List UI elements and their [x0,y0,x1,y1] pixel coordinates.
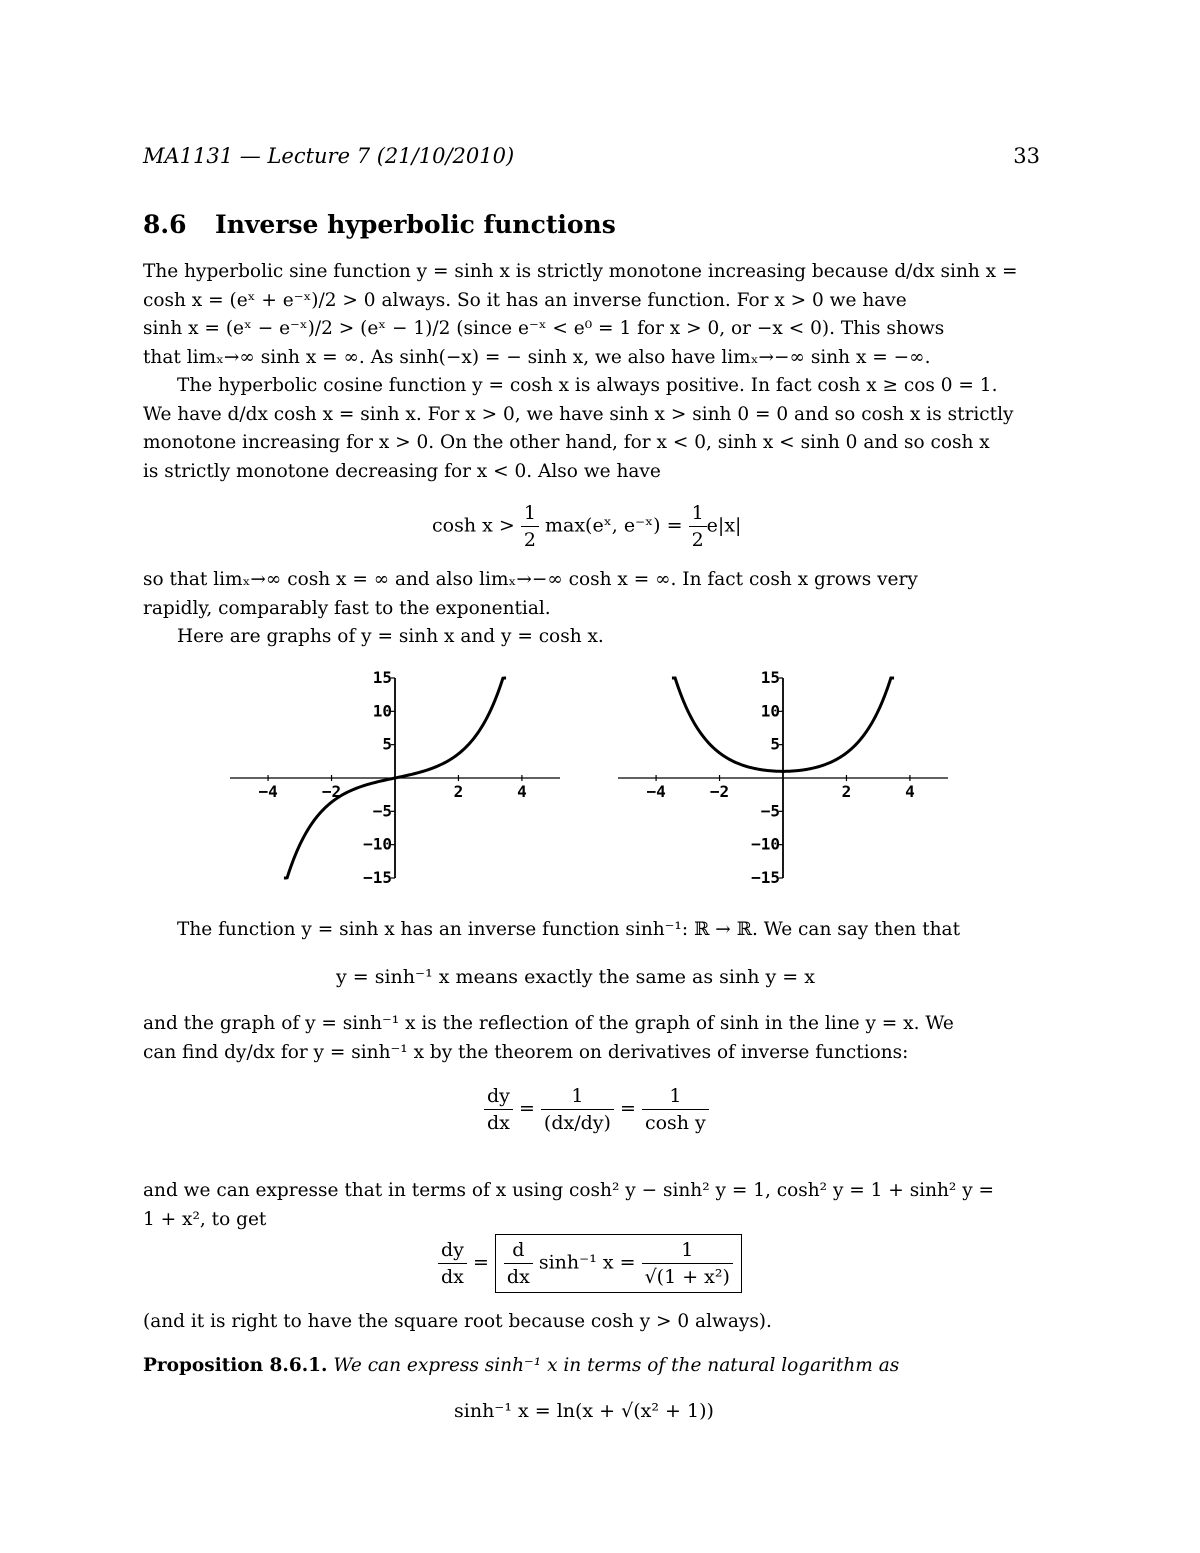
eq-tail: e|x| [706,514,742,537]
text-line: can find dy/dx for y = sinh⁻¹ x by the theorem on derivatives of inverse functions: [143,1041,909,1063]
y-tick-label: 10 [760,701,780,721]
equation-boxed-derivative [438,1234,742,1293]
equals-sign: = [472,1251,489,1274]
text-line: We have d/dx cosh x = sinh x. For x > 0, we have sinh x > sinh 0 = 0 and so cosh x is strictly [143,403,1014,425]
numerator: 1 [642,1237,733,1264]
equation-derivative [484,1083,709,1136]
numerator: 1 [689,500,707,527]
paragraph-inverse [143,916,1041,945]
section-heading [143,210,616,239]
fraction [438,1237,467,1290]
y-tick-label: −5 [760,801,780,821]
paragraph-reflection [143,1010,1041,1067]
y-tick-label: −10 [751,834,780,854]
denominator: 2 [691,529,704,551]
x-tick-label: −4 [646,782,666,801]
x-tick-label: 2 [841,782,852,801]
section-title: Inverse hyperbolic functions [215,210,616,239]
x-tick-label: 4 [905,782,915,801]
text-line: Here are graphs of y = sinh x and y = cosh x. [177,626,604,647]
section-number: 8.6 [143,210,187,239]
numerator: d [504,1237,533,1264]
numerator: 1 [521,500,539,527]
x-tick-label: 2 [453,782,464,801]
proposition-label: Proposition 8.6.1. [143,1355,328,1376]
text-line: monotone increasing for x > 0. On the other hand, for x < 0, sinh x < sinh 0 and so cosh x [143,432,990,453]
equals-sign: = [619,1097,636,1120]
denominator: dx [506,1266,530,1288]
denominator: √(1 + x²) [644,1266,730,1288]
y-tick-label: −15 [751,868,780,887]
x-tick-label: −2 [709,782,730,801]
x-tick-label: 4 [517,782,527,801]
eq-lhs: cosh x > [432,514,515,537]
result-box [495,1234,742,1293]
eq-mid: max(eˣ, e⁻ˣ) = [544,514,683,537]
y-tick-label: 5 [770,734,780,754]
numerator: dy [484,1083,513,1110]
equation-log-form: sinh⁻¹ x = ln(x + √(x² + 1)) [454,1400,714,1422]
text-line: rapidly, comparably fast to the exponential. [143,597,551,619]
equation-definition: y = sinh⁻¹ x means exactly the same as sinh y = x [336,966,815,988]
proposition-text: We can express sinh⁻¹ x in terms of the natural logarithm as [333,1355,900,1376]
text-line: that limₓ→∞ sinh x = ∞. As sinh(−x) = − sinh x, we also have limₓ→−∞ sinh x = −∞. [143,346,931,368]
cosh-plot [618,668,948,890]
text-line: 1 + x², to get [143,1208,267,1230]
fraction [642,1083,709,1136]
x-tick-label: −4 [258,782,278,801]
text-line: cosh x = (eˣ + e⁻ˣ)/2 > 0 always. So it has an inverse function. For x > 0 we have [143,289,907,311]
text-line: (and it is right to have the square root because cosh y > 0 always). [143,1311,772,1332]
numerator: dy [438,1237,467,1264]
x-tick-label: −2 [321,782,342,801]
equation-cosh-bound [432,500,741,553]
equals-sign: = [518,1097,535,1120]
denominator: (dx/dy) [543,1112,611,1134]
paragraph-growth [143,566,1041,652]
denominator: cosh y [644,1112,706,1134]
denominator: 2 [523,529,536,551]
text-line: so that limₓ→∞ cosh x = ∞ and also limₓ→−∞ cosh x = ∞. In fact cosh x grows very [143,569,918,590]
text-line: and we can expresse that in terms of x using cosh² y − sinh² y = 1, cosh² y = 1 + sinh² y = [143,1180,995,1201]
text-line: is strictly monotone decreasing for x < 0. Also we have [143,460,661,482]
y-tick-label: −10 [363,834,392,854]
denominator: dx [441,1266,464,1288]
fraction [689,500,707,553]
fraction [504,1237,533,1290]
y-tick-label: −15 [363,868,392,887]
text-line: The hyperbolic cosine function y = cosh x is always positive. In fact cosh x ≥ cos 0 = 1. [177,375,998,396]
paragraph-sqrt-note [143,1308,1041,1337]
proposition [143,1352,1041,1381]
sinh-plot [230,668,560,890]
running-header: MA1131 — Lecture 7 (21/10/2010) [143,144,515,168]
text-line: The function y = sinh x has an inverse function sinh⁻¹: ℝ → ℝ. We can say then that [177,919,961,940]
paragraph-sinh [143,258,1041,372]
numerator: 1 [642,1083,709,1110]
paragraph-identity [143,1177,1041,1234]
text-line: sinh x = (eˣ − e⁻ˣ)/2 > (eˣ − 1)/2 (since e⁻ˣ < e⁰ = 1 for x > 0, or −x < 0). This shows [143,318,945,339]
fraction [541,1083,614,1136]
fraction [521,500,539,553]
fraction [642,1237,733,1290]
text-line: The hyperbolic sine function y = sinh x is strictly monotone increasing because d/dx sinh x = [143,261,1018,282]
y-tick-label: 10 [372,701,392,721]
y-tick-label: 15 [760,668,780,687]
page-number: 33 [1013,144,1040,168]
y-tick-label: −5 [372,801,392,821]
fraction [484,1083,513,1136]
y-tick-label: 15 [372,668,392,687]
denominator: dx [487,1112,510,1134]
text-line: and the graph of y = sinh⁻¹ x is the reflection of the graph of sinh in the line y = x. We [143,1013,954,1034]
y-tick-label: 5 [382,734,392,754]
eq-mid: sinh⁻¹ x = [538,1251,636,1274]
numerator: 1 [541,1083,614,1110]
paragraph-cosh [143,372,1041,486]
